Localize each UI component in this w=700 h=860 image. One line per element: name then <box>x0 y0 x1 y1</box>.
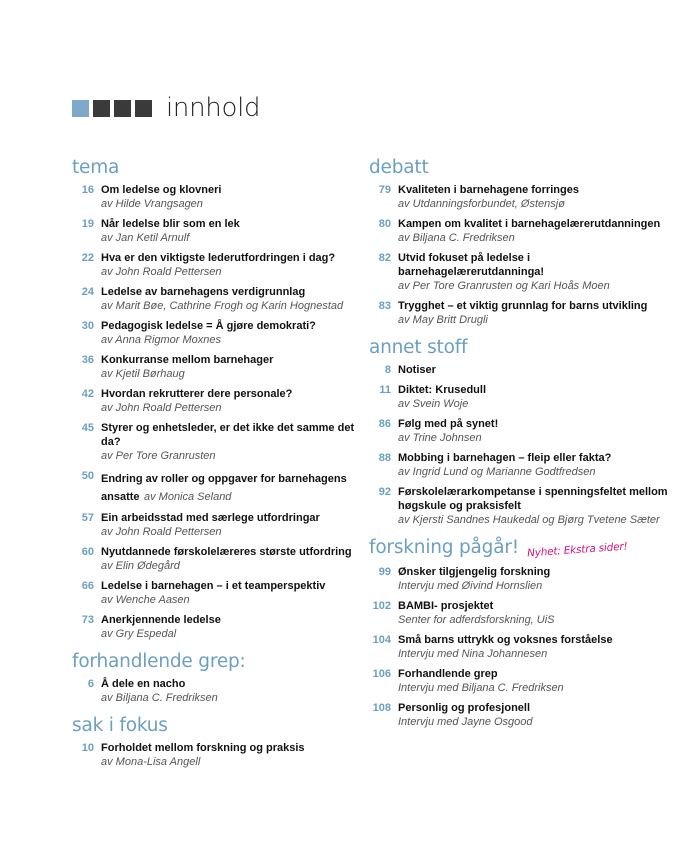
toc-entry <box>369 485 669 527</box>
toc-entry <box>369 251 669 293</box>
section-title-forskning <box>369 535 669 563</box>
entry-body <box>398 417 669 445</box>
entry-body <box>398 599 669 627</box>
entry-body <box>101 579 362 607</box>
section-title-tema: tema <box>72 157 120 178</box>
article-author: Intervju med Jayne Osgood <box>398 716 533 728</box>
article-author: av John Roald Pettersen <box>101 266 222 278</box>
toc-entry <box>369 183 669 211</box>
article-title: Ønsker tilgjengelig forskning <box>398 566 551 578</box>
entry-body <box>101 217 362 245</box>
article-title: Konkurranse mellom barnehager <box>101 354 274 366</box>
article-author: av Marit Bøe, Cathrine Frogh og Karin Hognestad <box>101 300 344 312</box>
section-forhandlende <box>72 649 362 705</box>
entry-body <box>101 319 362 347</box>
section-debatt <box>369 155 669 327</box>
page-number: 106 <box>372 668 391 680</box>
toc-entry <box>72 251 362 279</box>
article-title: Nyutdannede førskolelæreres største utfordring <box>101 546 352 558</box>
entry-body <box>398 217 669 245</box>
page-number: 104 <box>372 634 391 646</box>
entry-body <box>398 565 669 593</box>
article-title: Personlig og profesjonell <box>398 702 531 714</box>
entry-body <box>398 183 669 211</box>
page-number: 10 <box>81 742 94 754</box>
article-author: Intervju med Øivind Hornslien <box>398 580 543 592</box>
article-title: Pedagogisk ledelse = Å gjøre demokrati? <box>101 320 316 332</box>
toc-entry <box>72 741 362 769</box>
section-title-forskning-text: forskning pågår! <box>369 537 519 558</box>
entry-body <box>101 421 362 463</box>
entry-body <box>398 383 669 411</box>
page-number: 30 <box>81 320 94 332</box>
toc-entry <box>72 677 362 705</box>
section-annet <box>369 335 669 527</box>
toc-entry <box>369 217 669 245</box>
article-title: Kampen om kvalitet i barnehagelærerutdanningen <box>398 218 661 230</box>
page-title: innhold <box>166 93 261 123</box>
entry-body <box>101 387 362 415</box>
entry-body <box>101 741 362 769</box>
page-number: 45 <box>81 422 94 434</box>
article-author: av Kjetil Børhaug <box>101 368 185 380</box>
article-title: Diktet: Krusedull <box>398 384 487 396</box>
toc-entry <box>369 451 669 479</box>
section-fokus <box>72 713 362 769</box>
entry-list-fokus <box>72 741 362 769</box>
entry-list-forskning <box>369 565 669 729</box>
header-square-3 <box>114 100 131 117</box>
page-number: 24 <box>81 286 94 298</box>
section-tema <box>72 155 362 641</box>
header-square-2 <box>93 100 110 117</box>
entry-body <box>398 363 669 377</box>
article-author: av Trine Johnsen <box>398 432 482 444</box>
page-number: 88 <box>378 452 391 464</box>
article-title: Små barns uttrykk og voksnes forståelse <box>398 634 613 646</box>
toc-entry <box>72 613 362 641</box>
toc-entry <box>72 285 362 313</box>
toc-entry <box>72 183 362 211</box>
left-column <box>72 155 362 777</box>
entry-body <box>101 469 362 505</box>
entry-body <box>398 451 669 479</box>
article-author: av John Roald Pettersen <box>101 526 222 538</box>
new-extra-pages-note: Nyhet: Ekstra sider! <box>526 540 628 560</box>
entry-list-debatt <box>369 183 669 327</box>
entry-body <box>398 633 669 661</box>
article-author: av Monica Seland <box>143 491 232 503</box>
toc-entry <box>72 217 362 245</box>
article-title: Kvaliteten i barnehagene forringes <box>398 184 579 196</box>
entry-body <box>101 677 362 705</box>
entry-body <box>398 701 669 729</box>
article-author: av Hilde Vrangsagen <box>101 198 203 210</box>
page-number: 99 <box>378 566 391 578</box>
article-author: av May Britt Drugli <box>398 314 488 326</box>
entry-body <box>398 251 669 293</box>
page-number: 60 <box>81 546 94 558</box>
article-author: av Per Tore Granrusten <box>101 450 216 462</box>
entry-body <box>101 613 362 641</box>
toc-entry <box>72 545 362 573</box>
article-author: av Biljana C. Fredriksen <box>398 232 515 244</box>
page-number: 108 <box>372 702 391 714</box>
toc-entry <box>72 387 362 415</box>
toc-entry <box>369 633 669 661</box>
toc-entry <box>369 417 669 445</box>
page-number: 16 <box>81 184 94 196</box>
page-number: 79 <box>378 184 391 196</box>
article-author: av Biljana C. Fredriksen <box>101 692 218 704</box>
article-author: av Wenche Aasen <box>101 594 190 606</box>
page-number: 86 <box>378 418 391 430</box>
entry-body <box>398 667 669 695</box>
entry-body <box>101 545 362 573</box>
article-author: av Per Tore Granrusten og Kari Hoås Moen <box>398 280 610 292</box>
toc-entry <box>369 667 669 695</box>
toc-entry <box>72 319 362 347</box>
article-title: Styrer og enhetsleder, er det ikke det samme det da? <box>101 422 355 448</box>
article-title: Endring av roller og oppgaver for barnehagens ansatte <box>101 473 347 503</box>
entry-list-annet <box>369 363 669 527</box>
toc-entry <box>369 363 669 377</box>
article-author: Intervju med Biljana C. Fredriksen <box>398 682 564 694</box>
page-number: 36 <box>81 354 94 366</box>
article-title: Notiser <box>398 364 436 376</box>
article-title: Ein arbeidsstad med særlege utfordringar <box>101 512 320 524</box>
section-title-annet: annet stoff <box>369 337 468 358</box>
article-author: av Ingrid Lund og Marianne Godtfredsen <box>398 466 596 478</box>
article-title: Ledelse av barnehagens verdigrunnlag <box>101 286 306 298</box>
header-square-4 <box>135 100 152 117</box>
page-number: 50 <box>81 470 94 482</box>
article-author: av Svein Woje <box>398 398 469 410</box>
toc-entry <box>72 511 362 539</box>
entry-body <box>101 353 362 381</box>
page-number: 6 <box>87 678 94 690</box>
article-author: Senter for adferdsforskning, UiS <box>398 614 555 626</box>
page-number: 11 <box>379 384 391 396</box>
article-author: av Kjersti Sandnes Haukedal og Bjørg Tvetene Sæter <box>398 514 660 526</box>
page-number: 102 <box>372 600 391 612</box>
article-title: Utvid fokuset på ledelse i barnehagelærerutdanninga! <box>398 252 545 278</box>
article-title: Når ledelse blir som en lek <box>101 218 240 230</box>
entry-body <box>101 511 362 539</box>
toc-entry <box>369 383 669 411</box>
article-title: Trygghet – et viktig grunnlag for barns utvikling <box>398 300 648 312</box>
header-square-1 <box>72 100 89 117</box>
article-title: BAMBI- prosjektet <box>398 600 494 612</box>
entry-body <box>398 299 669 327</box>
article-title: Mobbing i barnehagen – fleip eller fakta? <box>398 452 612 464</box>
section-title-fokus: sak i fokus <box>72 715 168 736</box>
toc-entry <box>72 353 362 381</box>
toc-header <box>72 88 260 128</box>
page-number: 92 <box>378 486 391 498</box>
section-title-forhandlende: forhandlende grep: <box>72 651 246 672</box>
page-number: 82 <box>378 252 391 264</box>
article-author: av Utdanningsforbundet, Østensjø <box>398 198 565 210</box>
article-author: av Anna Rigmor Moxnes <box>101 334 222 346</box>
entry-list-forhandlende <box>72 677 362 705</box>
page-number: 83 <box>378 300 391 312</box>
article-author: av John Roald Pettersen <box>101 402 222 414</box>
article-title: Om ledelse og klovneri <box>101 184 222 196</box>
page-number: 80 <box>378 218 391 230</box>
entry-list-tema <box>72 183 362 641</box>
page-number: 22 <box>81 252 94 264</box>
entry-body <box>398 485 669 527</box>
right-column <box>369 155 669 737</box>
page-number: 8 <box>384 364 391 376</box>
page-number: 66 <box>81 580 94 592</box>
toc-entry <box>369 701 669 729</box>
page-number: 57 <box>81 512 94 524</box>
page-number: 19 <box>81 218 94 230</box>
toc-entry <box>369 599 669 627</box>
entry-body <box>101 285 362 313</box>
article-title: Å dele en nacho <box>101 678 186 690</box>
article-title: Hva er den viktigste lederutfordringen i dag? <box>101 252 336 264</box>
article-author: Intervju med Nina Johannesen <box>398 648 548 660</box>
article-author: av Mona-Lisa Angell <box>101 756 201 768</box>
section-forskning <box>369 535 669 729</box>
entry-body <box>101 251 362 279</box>
article-title: Førskolelærarkompetanse i spenningsfeltet mellom høgskule og praksisfelt <box>398 486 668 512</box>
article-title: Ledelse i barnehagen – i et teamperspektiv <box>101 580 326 592</box>
toc-entry <box>72 421 362 463</box>
page-number: 73 <box>81 614 94 626</box>
article-author: av Elin Ødegård <box>101 560 180 572</box>
article-title: Forhandlende grep <box>398 668 498 680</box>
article-author: av Gry Espedal <box>101 628 177 640</box>
page-number: 42 <box>81 388 94 400</box>
article-title: Anerkjennende ledelse <box>101 614 221 626</box>
toc-entry <box>369 299 669 327</box>
article-title: Hvordan rekrutterer dere personale? <box>101 388 293 400</box>
article-author: av Jan Ketil Arnulf <box>101 232 190 244</box>
toc-entry <box>72 469 362 505</box>
article-title: Følg med på synet! <box>398 418 499 430</box>
toc-entry <box>369 565 669 593</box>
section-title-debatt: debatt <box>369 157 429 178</box>
article-title: Forholdet mellom forskning og praksis <box>101 742 305 754</box>
toc-entry <box>72 579 362 607</box>
entry-body <box>101 183 362 211</box>
